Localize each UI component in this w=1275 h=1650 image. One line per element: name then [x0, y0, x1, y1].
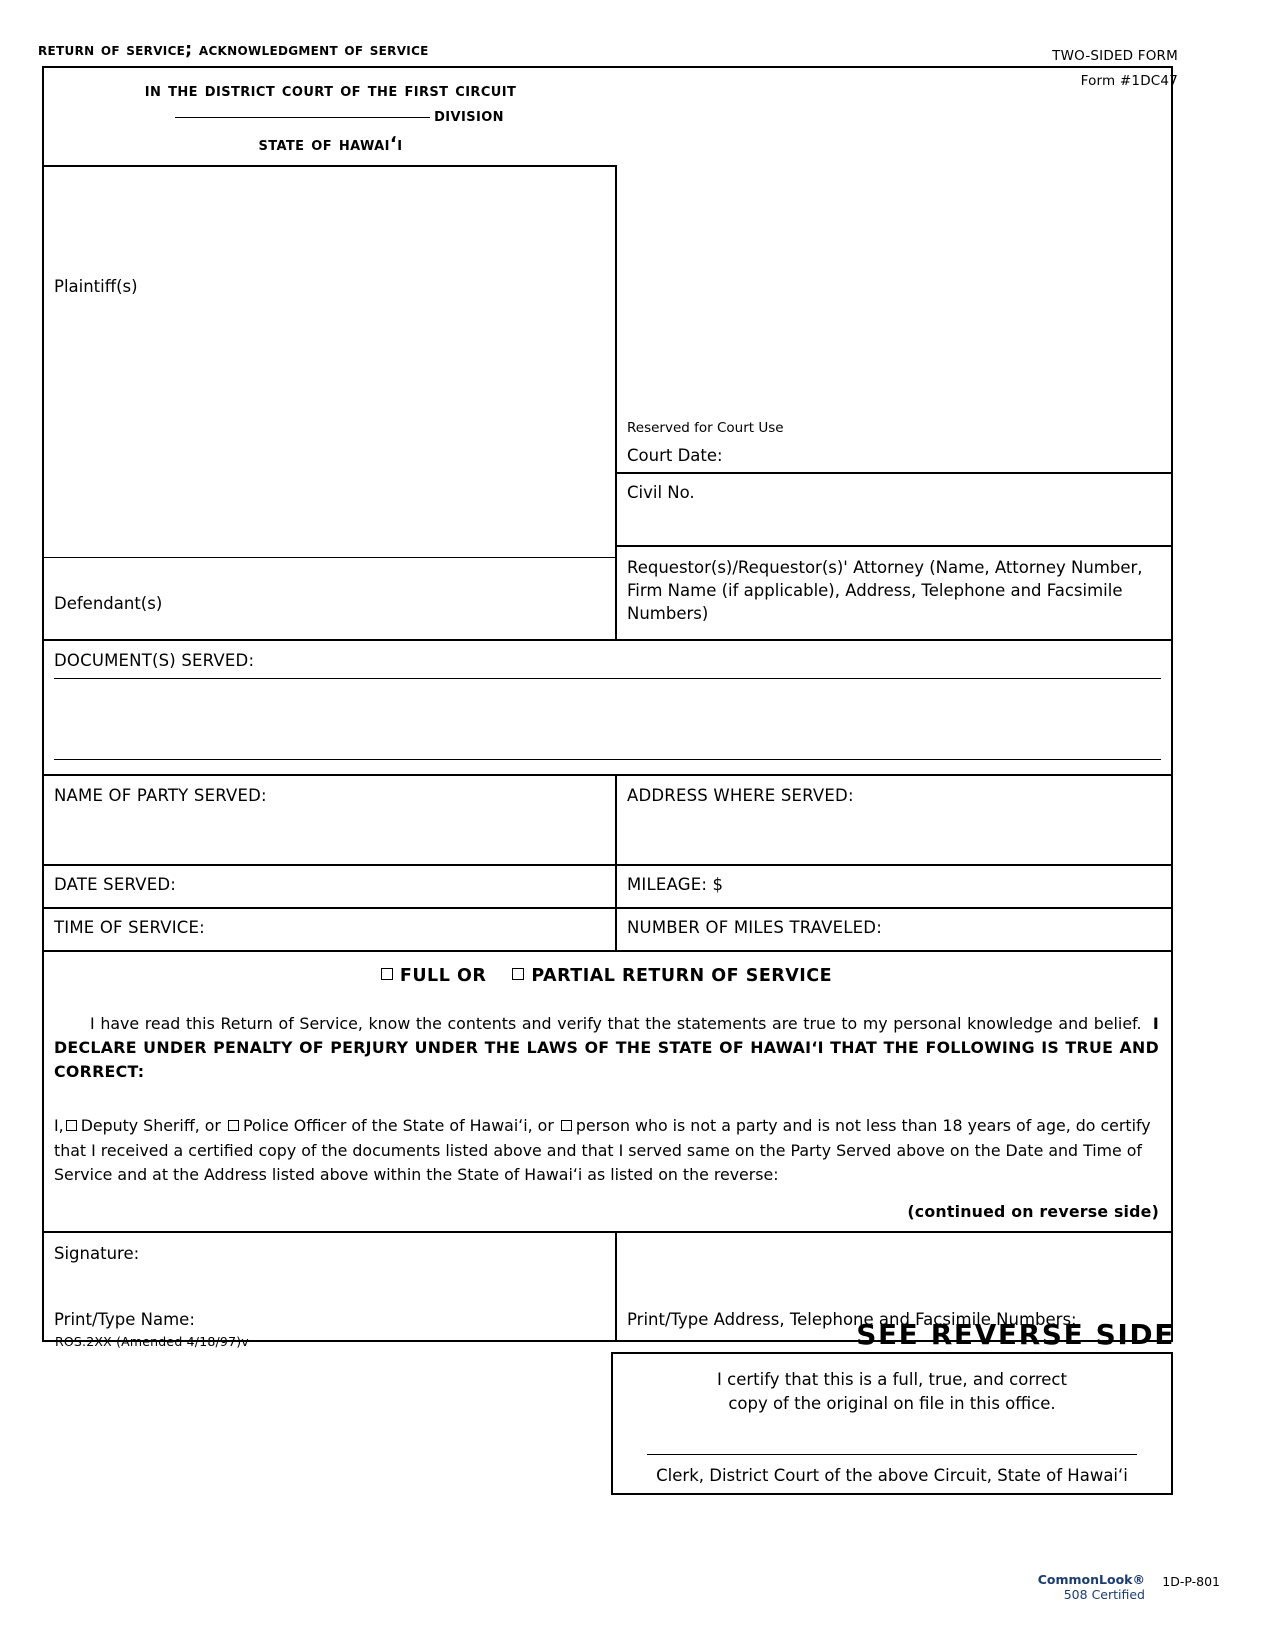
commonlook-logo	[1038, 1572, 1145, 1602]
division-line	[44, 105, 617, 126]
partial-return-label: PARTIAL RETURN OF SERVICE	[531, 966, 833, 986]
time-miles-row	[44, 909, 1171, 952]
parties-left-cell[interactable]	[44, 167, 617, 639]
parties-row	[44, 167, 1171, 641]
time-of-service-label: TIME OF SERVICE:	[54, 918, 205, 937]
documents-served-rule-top	[54, 678, 1161, 679]
parties-right-cell	[617, 167, 1171, 639]
declaration-paragraph	[54, 1012, 1159, 1084]
state-line: state of hawaiʻi	[258, 134, 403, 155]
full-return-label: FULL OR	[399, 966, 487, 986]
name-of-party-served-cell[interactable]	[44, 776, 617, 864]
defendant-label: Defendant(s)	[54, 594, 163, 613]
date-served-label: DATE SERVED:	[54, 875, 177, 894]
party-address-row	[44, 776, 1171, 866]
form-number-label: Form #1DC47	[1080, 73, 1178, 89]
partial-return-checkbox[interactable]	[512, 968, 524, 980]
clerk-signature-line[interactable]	[647, 1454, 1137, 1455]
full-return-checkbox[interactable]	[381, 968, 393, 980]
mileage-cell[interactable]	[617, 866, 1171, 907]
deputy-sheriff-checkbox[interactable]	[66, 1120, 77, 1131]
police-officer-checkbox[interactable]	[228, 1120, 239, 1131]
requestor-label: Requestor(s)/Requestor(s)' Attorney (Name, Attorney Number, Firm Name (if applicable), Address, Telephone and Facsimile Numbers)	[627, 558, 1143, 623]
deputy-sheriff-label: Deputy Sheriff, or	[80, 1116, 221, 1135]
court-date-label: Court Date:	[627, 446, 723, 465]
continued-note: (continued on reverse side)	[907, 1201, 1159, 1221]
revision-code: ROS.2XX (Amended 4/18/97)v	[55, 1334, 249, 1349]
address-where-served-label: ADDRESS WHERE SERVED:	[627, 786, 854, 805]
commonlook-certified: 508 Certified	[1063, 1587, 1145, 1602]
documents-served-label: DOCUMENT(S) SERVED:	[54, 651, 255, 670]
clerk-caption: Clerk, District Court of the above Circuit, State of Hawaiʻi	[656, 1466, 1128, 1485]
see-reverse-side-heading: SEE REVERSE SIDE	[856, 1318, 1175, 1351]
civil-number-label: Civil No.	[627, 483, 695, 502]
certification-line1: I certify that this is a full, true, and correct	[717, 1370, 1067, 1389]
court-date-cell[interactable]	[617, 167, 1171, 474]
print-address-label: Print/Type Address, Telephone and Facsimile Numbers:	[627, 1309, 1077, 1329]
court-caption	[44, 68, 617, 167]
declaration-lead-text: I have read this Return of Service, know the contents and verify that the statements are true to my personal knowledge and belief.	[90, 1014, 1142, 1033]
address-where-served-cell[interactable]	[617, 776, 1171, 864]
requestor-cell[interactable]	[617, 547, 1171, 639]
parties-divider	[44, 557, 615, 558]
clerk-certification-box	[611, 1352, 1173, 1495]
signature-label: Signature:	[54, 1243, 140, 1263]
police-officer-label: Police Officer of the State of Hawaiʻi, or	[242, 1116, 554, 1135]
civil-number-cell[interactable]	[617, 474, 1171, 547]
certification-text	[613, 1354, 1171, 1416]
private-person-checkbox[interactable]	[561, 1120, 572, 1131]
division-blank-field[interactable]	[175, 117, 430, 118]
print-name-label: Print/Type Name:	[54, 1309, 195, 1329]
page-title: return of service; acknowledgment of service	[38, 40, 429, 60]
declaration-section	[44, 952, 1171, 1233]
certification-line2: copy of the original on file in this office.	[728, 1394, 1056, 1413]
documents-served-rule-bottom	[54, 759, 1161, 760]
mileage-label: MILEAGE: $	[627, 875, 724, 894]
documents-served-section[interactable]	[44, 641, 1171, 776]
date-served-cell[interactable]	[44, 866, 617, 907]
form-frame	[42, 66, 1173, 1342]
two-sided-label: TWO-SIDED FORM	[1052, 48, 1178, 64]
name-of-party-served-label: NAME OF PARTY SERVED:	[54, 786, 267, 805]
miles-traveled-label: NUMBER OF MILES TRAVELED:	[627, 918, 882, 937]
commonlook-name: CommonLook®	[1037, 1572, 1145, 1587]
return-type-row	[54, 966, 1159, 986]
declaration-bold-text: I DECLARE UNDER PENALTY OF PERJURY UNDER THE LAWS OF THE STATE OF HAWAIʻI THAT THE FOLLOWING IS TRUE AND CORRECT:	[54, 1014, 1159, 1081]
certify-lead: I,	[54, 1116, 64, 1135]
plaintiff-label: Plaintiff(s)	[54, 277, 138, 296]
reserved-for-court-use-label: Reserved for Court Use	[627, 420, 784, 436]
court-caption-line1: in the district court of the first circuit	[144, 80, 517, 101]
document-code: 1D-P-801	[1162, 1574, 1220, 1589]
date-mileage-row	[44, 866, 1171, 909]
miles-traveled-cell[interactable]	[617, 909, 1171, 950]
time-of-service-cell[interactable]	[44, 909, 617, 950]
certify-paragraph	[54, 1114, 1159, 1188]
signature-cell[interactable]	[44, 1233, 617, 1340]
division-word: division	[434, 105, 504, 126]
private-person-label: person who is not a party and is not less than 18 years of age, do certify that I received a certified copy of the documents listed above and that I served same on the Party Served above on the Date and Time of Service and at the Address listed above within the State of Hawaiʻi as listed on the reverse:	[54, 1116, 1151, 1184]
